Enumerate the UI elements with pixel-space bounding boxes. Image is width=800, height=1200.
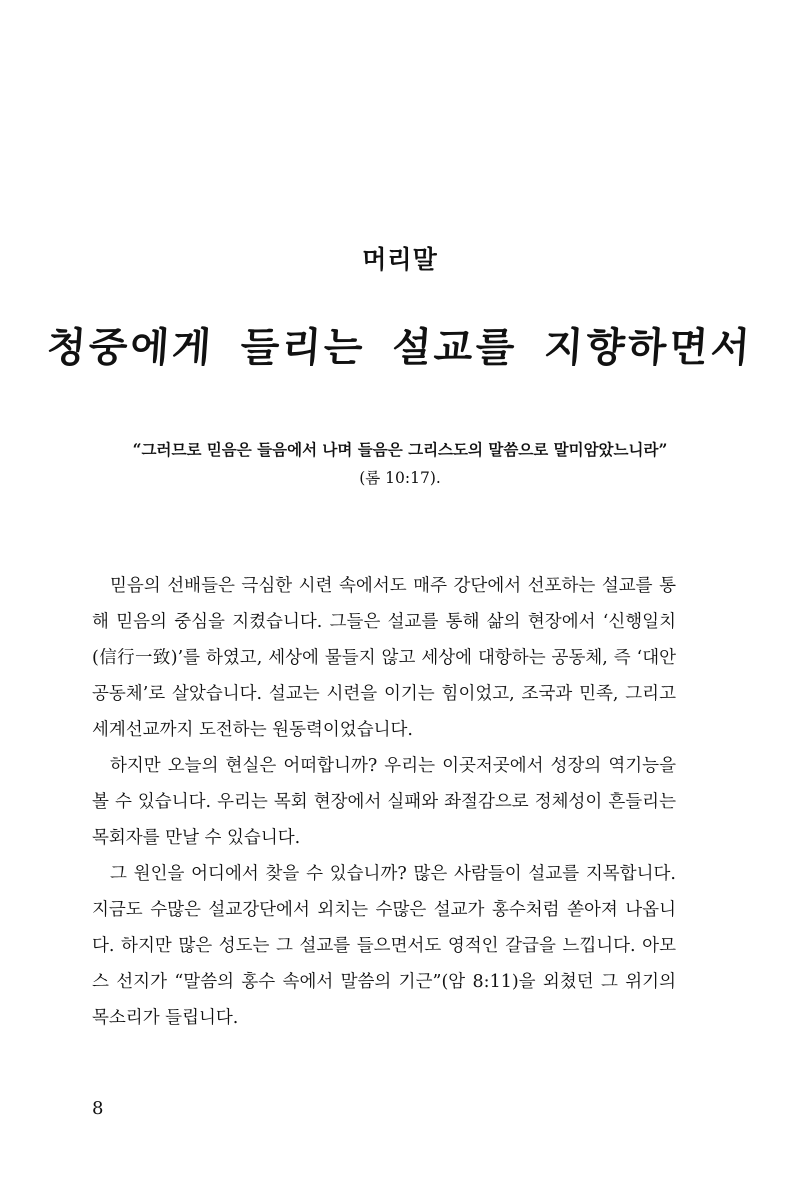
body-text xyxy=(92,568,676,1036)
page-number: 8 xyxy=(92,1098,104,1119)
section-label: 머리말 xyxy=(362,245,438,274)
epigraph-reference: (롬 10:17). xyxy=(359,469,441,487)
epigraph-quote: “그러므로 믿음은 들음에서 나며 들음은 그리스도의 말씀으로 말미암았느니라” xyxy=(132,440,668,459)
paragraph: 그 원인을 어디에서 찾을 수 있습니까? 많은 사람들이 설교를 지목합니다. 지금도 수많은 설교강단에서 외치는 수많은 설교가 홍수처럼 쏟아져 나옵니다. 하지만 많은 성도는 그 설교를 들으면서도 영적인 갈급을 느낍니다. 아모스 선지가 “말씀의 홍수 속에서 말씀의 기근”(암 8:11)을 외쳤던 그 위기의 목소리가 들립니다. xyxy=(92,864,676,1028)
epigraph xyxy=(60,436,740,492)
paragraph: 믿음의 선배들은 극심한 시련 속에서도 매주 강단에서 선포하는 설교를 통해 믿음의 중심을 지켰습니다. 그들은 설교를 통해 삶의 현장에서 ‘신행일치(信行一致)’를 하였고, 세상에 물들지 않고 세상에 대항하는 공동체, 즉 ‘대안 공동체’로 살았습니다. 설교는 시련을 이기는 힘이었고, 조국과 민족, 그리고 세계선교까지 도전하는 원동력이었습니다. xyxy=(92,576,676,740)
paragraph: 하지만 오늘의 현실은 어떠합니까? 우리는 이곳저곳에서 성장의 역기능을 볼 수 있습니다. 우리는 목회 현장에서 실패와 좌절감으로 정체성이 흔들리는 목회자를 만날 수 있습니다. xyxy=(92,756,676,848)
page-title: 청중에게 들리는 설교를 지향하면서 xyxy=(45,325,755,371)
